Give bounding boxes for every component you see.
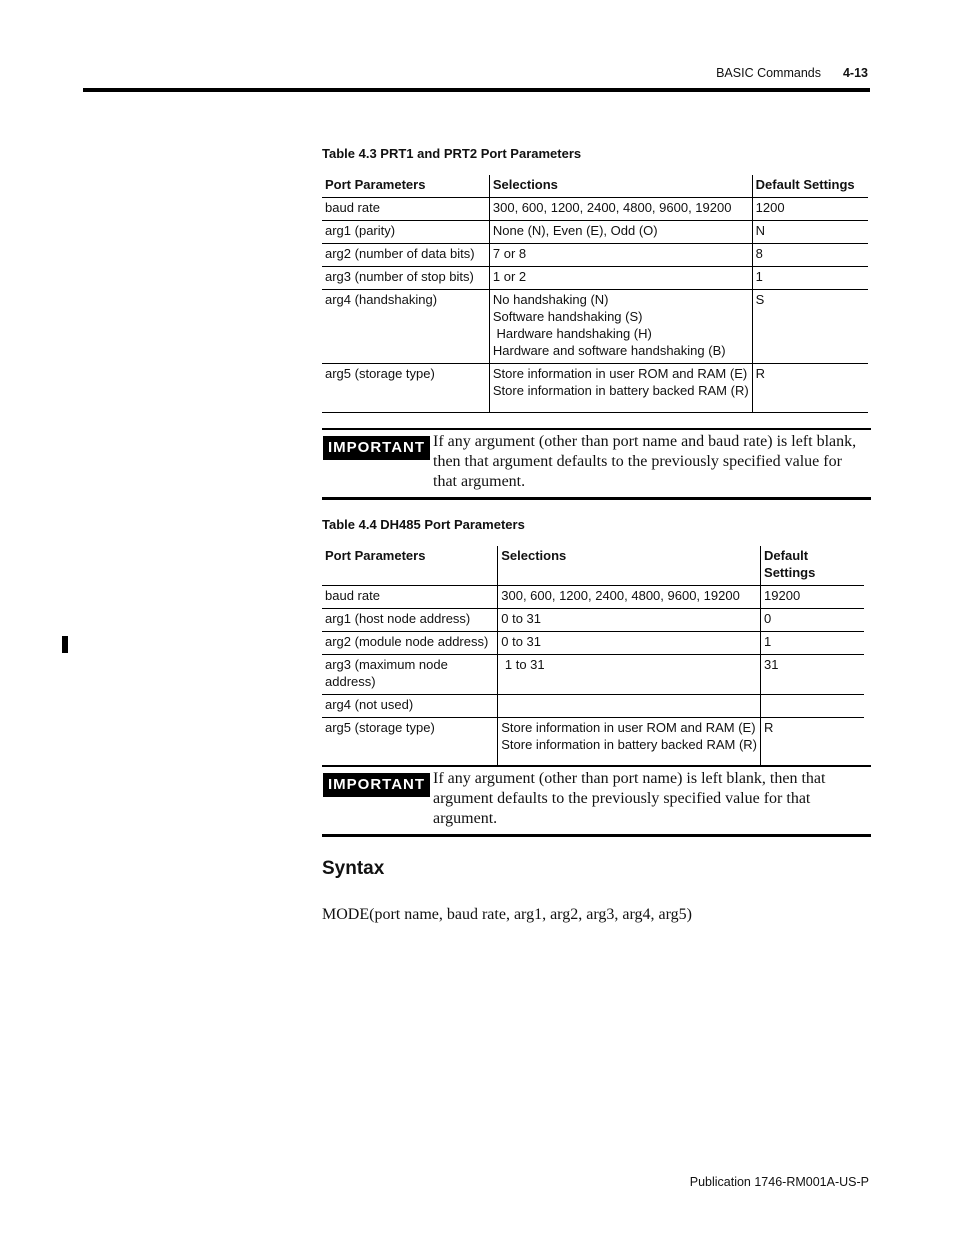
syntax-heading: Syntax: [322, 858, 385, 879]
cell-default-setting: 0: [761, 609, 864, 632]
important-text: If any argument (other than port name) is left blank, then that argument defaults to the previously specified value for that argument.: [433, 770, 826, 827]
cell-default-setting: R: [752, 364, 868, 413]
cell-port-parameter: arg5 (storage type): [322, 364, 489, 413]
table-row: [322, 586, 864, 609]
cell-selections: [498, 695, 761, 718]
selection-line: 300, 600, 1200, 2400, 4800, 9600, 19200: [501, 588, 740, 603]
cell-selections: [489, 244, 752, 267]
selection-line: Software handshaking (S): [492, 309, 643, 324]
selection-line: 1 or 2: [492, 269, 527, 284]
table-header-row: [322, 546, 864, 586]
cell-default-setting: 1: [752, 267, 868, 290]
selection-line: Hardware handshaking (H): [492, 326, 652, 341]
revision-change-bar: [62, 636, 68, 653]
cell-selections: [498, 632, 761, 655]
important-badge: IMPORTANT: [323, 436, 430, 460]
table-row: [322, 655, 864, 695]
column-header-port-parameters: Port Parameters: [322, 175, 489, 198]
table-row: [322, 198, 868, 221]
table-row: [322, 609, 864, 632]
cell-selections: [489, 364, 752, 413]
selection-line: Hardware and software handshaking (B): [492, 343, 726, 358]
table-header-row: [322, 175, 868, 198]
selection-line: None (N), Even (E), Odd (O): [492, 223, 658, 238]
publication-footer: Publication 1746-RM001A-US-P: [689, 1175, 869, 1189]
cell-selections: [498, 718, 761, 767]
cell-selections: [498, 586, 761, 609]
cell-default-setting: 1200: [752, 198, 868, 221]
cell-default-setting: [761, 695, 864, 718]
selection-line: Store information in battery backed RAM (R): [501, 737, 758, 752]
table-dh485-port-parameters: [322, 546, 864, 767]
cell-default-setting: 19200: [761, 586, 864, 609]
cell-port-parameter: arg1 (host node address): [322, 609, 498, 632]
cell-default-setting: 1: [761, 632, 864, 655]
cell-default-setting: R: [761, 718, 864, 767]
cell-default-setting: 31: [761, 655, 864, 695]
table-row: [322, 632, 864, 655]
selection-line: 0 to 31: [501, 634, 542, 649]
cell-port-parameter: arg1 (parity): [322, 221, 489, 244]
important-text: If any argument (other than port name and baud rate) is left blank, then that argument defaults to the previously specified value for that argument.: [433, 433, 857, 490]
selection-line: 300, 600, 1200, 2400, 4800, 9600, 19200: [492, 200, 732, 215]
selection-line: Store information in battery backed RAM (R): [492, 383, 749, 398]
cell-selections: [489, 198, 752, 221]
column-header-selections: Selections: [489, 175, 752, 198]
running-header-section: BASIC Commands: [716, 66, 821, 80]
selection-line: Store information in user ROM and RAM (E): [492, 366, 748, 381]
table-row: [322, 695, 864, 718]
cell-port-parameter: arg4 (handshaking): [322, 290, 489, 364]
cell-default-setting: S: [752, 290, 868, 364]
cell-port-parameter: baud rate: [322, 586, 498, 609]
important-note-1: [322, 428, 871, 500]
cell-port-parameter: arg5 (storage type): [322, 718, 498, 767]
column-header-port-parameters: Port Parameters: [322, 546, 498, 586]
cell-selections: [489, 221, 752, 244]
cell-selections: [498, 609, 761, 632]
table-row: [322, 267, 868, 290]
table-row: [322, 221, 868, 244]
column-header-default-settings: Default Settings: [752, 175, 868, 198]
selection-line: No handshaking (N): [492, 292, 609, 307]
cell-selections: [498, 655, 761, 695]
cell-default-setting: N: [752, 221, 868, 244]
cell-port-parameter: baud rate: [322, 198, 489, 221]
cell-port-parameter: arg2 (number of data bits): [322, 244, 489, 267]
selection-line: 0 to 31: [501, 611, 542, 626]
important-badge: IMPORTANT: [323, 773, 430, 797]
selection-line: 7 or 8: [492, 246, 527, 261]
cell-port-parameter: arg3 (number of stop bits): [322, 267, 489, 290]
column-header-selections: Selections: [498, 546, 761, 586]
table1-caption: Table 4.3 PRT1 and PRT2 Port Parameters: [322, 146, 582, 161]
syntax-statement: MODE(port name, baud rate, arg1, arg2, arg3, arg4, arg5): [322, 906, 692, 923]
important-note-2: [322, 765, 871, 837]
column-header-default-settings: Default Settings: [761, 546, 864, 586]
table-row: [322, 718, 864, 767]
selection-line: 1 to 31: [501, 657, 545, 672]
table-prt-port-parameters: [322, 175, 868, 413]
table2-caption: Table 4.4 DH485 Port Parameters: [322, 517, 525, 532]
selection-line: [501, 696, 757, 713]
table-row: [322, 290, 868, 364]
selection-line: Store information in user ROM and RAM (E): [501, 720, 756, 735]
cell-selections: [489, 290, 752, 364]
cell-selections: [489, 267, 752, 290]
cell-port-parameter: arg2 (module node address): [322, 632, 498, 655]
table-row: [322, 244, 868, 267]
cell-default-setting: 8: [752, 244, 868, 267]
cell-port-parameter: arg3 (maximum node address): [322, 655, 498, 695]
cell-port-parameter: arg4 (not used): [322, 695, 498, 718]
page-number: 4-13: [842, 66, 868, 80]
table-row: [322, 364, 868, 413]
header-rule: [83, 88, 870, 92]
